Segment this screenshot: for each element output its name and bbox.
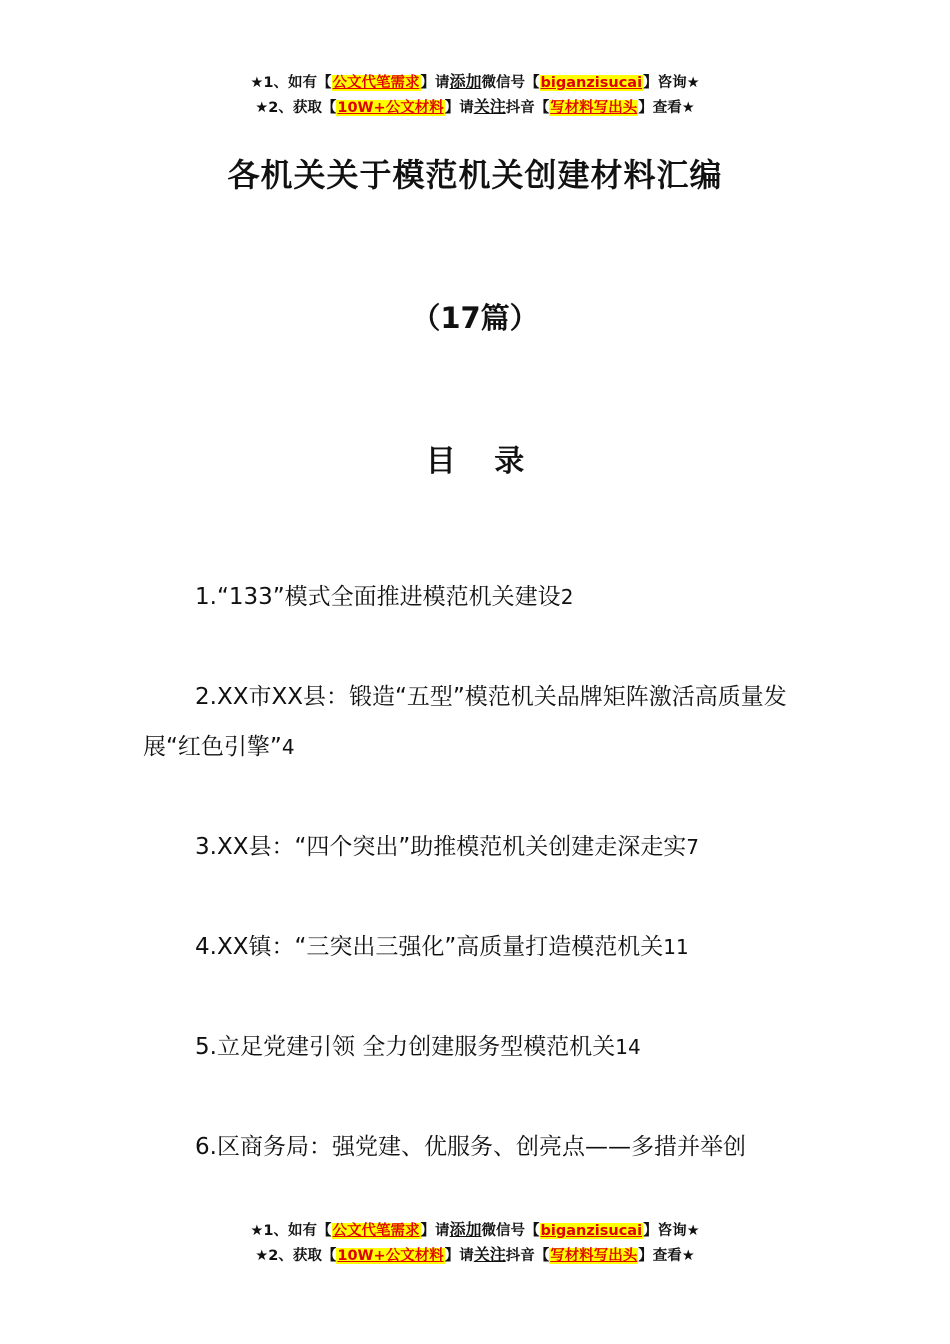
banner-text: 】请	[420, 1223, 450, 1239]
banner-line-2	[0, 95, 950, 120]
toc-item[interactable]	[143, 672, 813, 772]
banner-line-1	[0, 1218, 950, 1243]
banner-highlight: 写材料写出头	[550, 1248, 638, 1264]
toc-item[interactable]	[143, 1122, 813, 1172]
toc-item-text: 3.XX县：“四个突出”助推模范机关创建走深走实	[195, 834, 687, 860]
banner-text: 微信号【	[481, 1223, 540, 1239]
banner-text: ★2、获取【	[255, 1248, 337, 1264]
toc-heading: 目 录	[425, 444, 539, 479]
toc-item-page: 11	[663, 935, 689, 959]
banner-text: 】咨询★	[643, 75, 700, 91]
toc-item-page: 2	[560, 585, 574, 609]
banner-text: 】查看★	[638, 1248, 695, 1264]
banner-text: ★1、如有【	[250, 75, 332, 91]
banner-highlight: 写材料写出头	[550, 100, 638, 116]
banner-text: 】查看★	[638, 100, 695, 116]
banner-highlight: 公文代笔需求	[332, 1223, 420, 1239]
toc-item-text: 2.XX市XX县：锻造“五型”模范机关品牌矩阵激活高质量发展“红色引擎”	[143, 684, 787, 760]
banner-line-2	[0, 1243, 950, 1268]
toc-item[interactable]	[143, 922, 813, 972]
toc-item-page: 7	[686, 835, 700, 859]
banner-text: 】请	[444, 1248, 474, 1264]
banner-text: 抖音【	[505, 1248, 550, 1264]
banner-text: ★2、获取【	[255, 100, 337, 116]
banner-highlight: biganzisucai	[540, 75, 643, 91]
banner-underlined: 添加	[449, 72, 482, 91]
toc-item-text: 5.立足党建引领 全力创建服务型模范机关	[195, 1034, 616, 1060]
banner-highlight: 公文代笔需求	[332, 75, 420, 91]
document-subtitle: （17篇）	[411, 301, 539, 335]
banner-text: ★1、如有【	[250, 1223, 332, 1239]
table-of-contents	[143, 572, 813, 1172]
banner-underlined: 添加	[449, 1220, 482, 1239]
toc-item[interactable]	[143, 572, 813, 622]
header-banner	[0, 70, 950, 120]
toc-item-text: 1.“133”模式全面推进模范机关建设	[195, 584, 561, 610]
banner-text: 微信号【	[481, 75, 540, 91]
footer-banner	[0, 1218, 950, 1268]
toc-item[interactable]	[143, 822, 813, 872]
toc-item[interactable]	[143, 1022, 813, 1072]
banner-text: 】请	[420, 75, 450, 91]
banner-underlined: 关注	[473, 97, 506, 116]
toc-item-text: 6.区商务局：强党建、优服务、创亮点——多措并举创	[195, 1134, 746, 1160]
toc-item-page: 4	[281, 735, 295, 759]
banner-highlight: 10W+公文材料	[337, 1248, 444, 1264]
toc-item-text: 4.XX镇：“三突出三强化”高质量打造模范机关	[195, 934, 664, 960]
banner-text: 】请	[444, 100, 474, 116]
banner-highlight: biganzisucai	[540, 1223, 643, 1239]
banner-text: 抖音【	[505, 100, 550, 116]
banner-line-1	[0, 70, 950, 95]
banner-text: 】咨询★	[643, 1223, 700, 1239]
toc-item-page: 14	[615, 1035, 641, 1059]
document-title: 各机关关于模范机关创建材料汇编	[227, 156, 723, 194]
banner-highlight: 10W+公文材料	[337, 100, 444, 116]
banner-underlined: 关注	[473, 1245, 506, 1264]
